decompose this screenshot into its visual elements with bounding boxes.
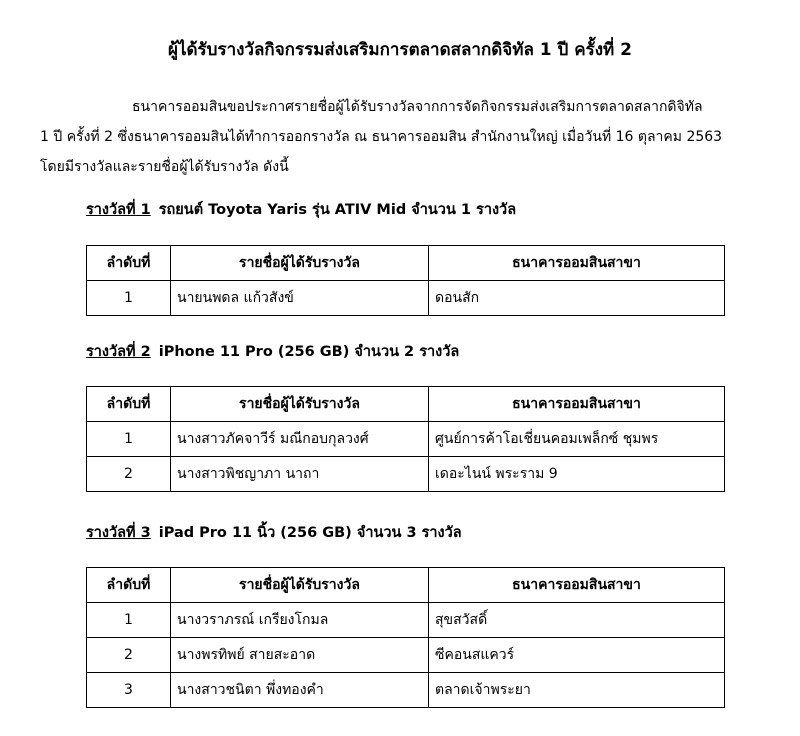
winner-branch: ดอนสัก: [429, 281, 725, 316]
table-row: [87, 422, 725, 457]
winner-rank: 1: [87, 422, 171, 457]
winner-name: นางสาวชนิตา พึ่งทองคำ: [171, 673, 429, 708]
prize-2-description: iPhone 11 Pro (256 GB) จำนวน 2 รางวัล: [158, 344, 460, 360]
winner-name: นายนพดล แก้วสังข์: [171, 281, 429, 316]
intro-line: 1 ปี ครั้งที่ 2 ซึ่งธนาคารออมสินได้ทำการออกรางวัล ณ ธนาคารออมสิน สำนักงานใหญ่ เมื่อวันที่ 16 ตุลาคม 2563: [40, 129, 723, 145]
winner-branch: ซีคอนสแควร์: [429, 638, 725, 673]
header-name: รายชื่อผู้ได้รับรางวัล: [171, 387, 429, 422]
prize-2-label: รางวัลที่ 2: [86, 344, 151, 360]
prize-3-description: iPad Pro 11 นิ้ว (256 GB) จำนวน 3 รางวัล: [158, 525, 462, 541]
winner-name: นางสาวพิชญาภา นาถา: [171, 457, 429, 492]
header-branch: ธนาคารออมสินสาขา: [429, 568, 725, 603]
winner-branch: เดอะไนน์ พระราม 9: [429, 457, 725, 492]
table-header-row: [87, 246, 725, 281]
header-name: รายชื่อผู้ได้รับรางวัล: [171, 568, 429, 603]
winner-name: นางพรทิพย์ สายสะอาด: [171, 638, 429, 673]
intro-line: โดยมีรางวัลและรายชื่อผู้ได้รับรางวัล ดังนี้: [40, 159, 289, 175]
winner-name: นางวราภรณ์ เกรียงโกมล: [171, 603, 429, 638]
prize-3-label: รางวัลที่ 3: [86, 525, 151, 541]
header-branch: ธนาคารออมสินสาขา: [429, 387, 725, 422]
prize-3-heading: [86, 521, 462, 545]
winner-rank: 1: [87, 281, 171, 316]
prize-2-table: [86, 386, 725, 492]
prize-1-heading: [86, 198, 516, 222]
header-branch: ธนาคารออมสินสาขา: [429, 246, 725, 281]
table-row: [87, 281, 725, 316]
intro-paragraph: [40, 92, 770, 182]
prize-1-table: [86, 245, 725, 316]
table-row: [87, 603, 725, 638]
document-title: ผู้ได้รับรางวัลกิจกรรมส่งเสริมการตลาดสลากดิจิทัล 1 ปี ครั้งที่ 2: [167, 40, 633, 60]
winner-rank: 2: [87, 638, 171, 673]
table-row: [87, 638, 725, 673]
prize-2-heading: [86, 340, 459, 364]
table-row: [87, 457, 725, 492]
winner-rank: 2: [87, 457, 171, 492]
winner-rank: 1: [87, 603, 171, 638]
prize-1-description: รถยนต์ Toyota Yaris รุ่น ATIV Mid จำนวน 1 รางวัล: [158, 202, 517, 218]
header-rank: ลำดับที่: [87, 387, 171, 422]
header-name: รายชื่อผู้ได้รับรางวัล: [171, 246, 429, 281]
table-header-row: [87, 387, 725, 422]
winner-branch: สุขสวัสดิ์: [429, 603, 725, 638]
intro-line: ธนาคารออมสินขอประกาศรายชื่อผู้ได้รับรางวัลจากการจัดกิจกรรมส่งเสริมการตลาดสลากดิจิทัล: [132, 99, 703, 115]
table-row: [87, 673, 725, 708]
winner-branch: ตลาดเจ้าพระยา: [429, 673, 725, 708]
winner-branch: ศูนย์การค้าโอเชี่ยนคอมเพล็กซ์ ชุมพร: [429, 422, 725, 457]
header-rank: ลำดับที่: [87, 568, 171, 603]
winner-name: นางสาวภัคจาวีร์ มณีกอบกุลวงศ์: [171, 422, 429, 457]
header-rank: ลำดับที่: [87, 246, 171, 281]
prize-1-label: รางวัลที่ 1: [86, 202, 151, 218]
prize-3-table: [86, 567, 725, 708]
table-header-row: [87, 568, 725, 603]
winner-rank: 3: [87, 673, 171, 708]
